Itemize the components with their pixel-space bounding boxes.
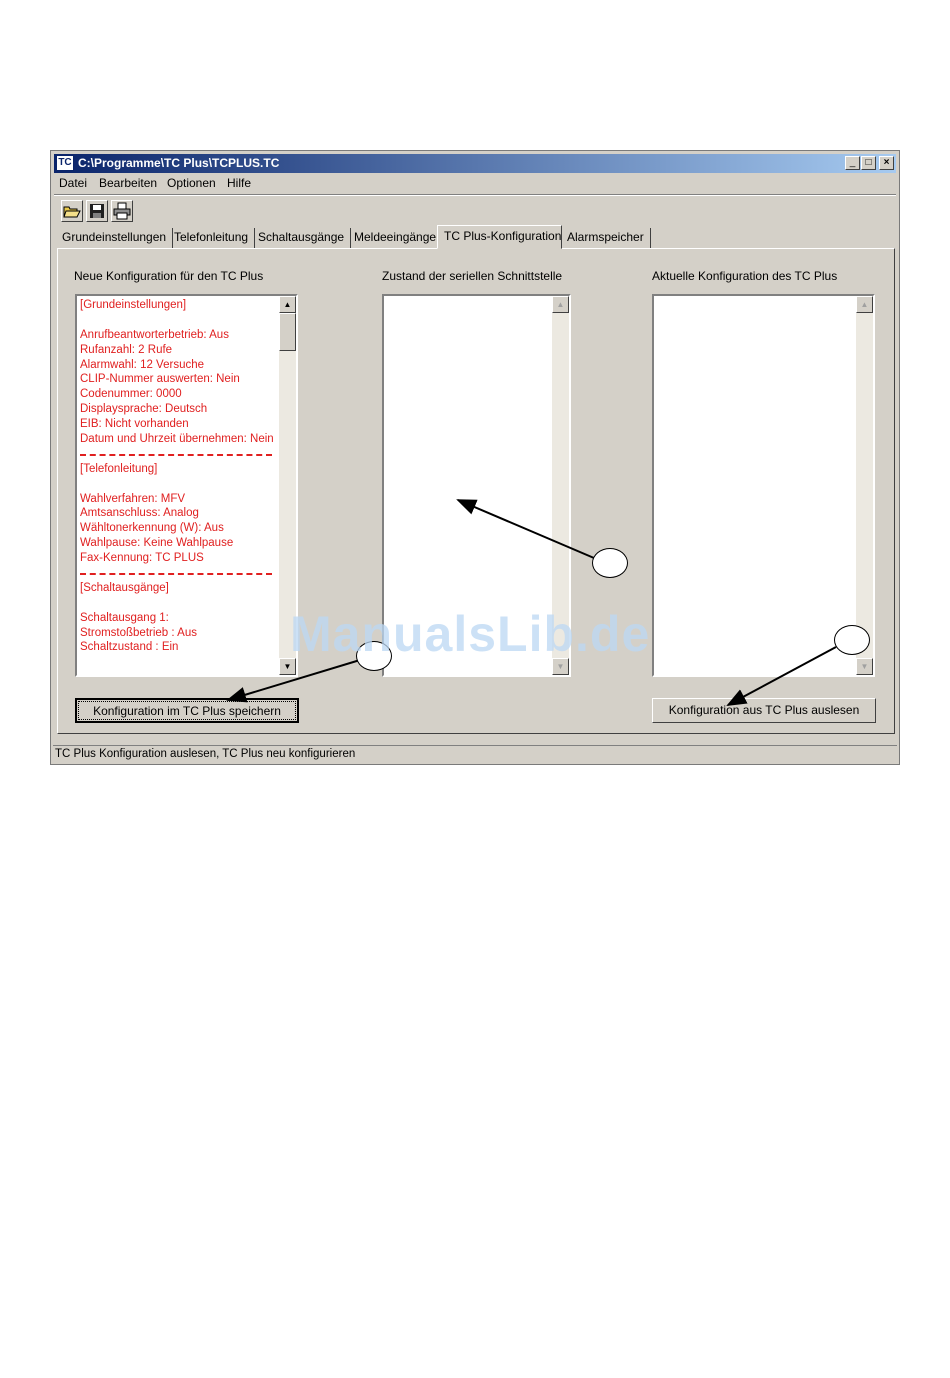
config-line: [Telefonleitung] [80, 462, 158, 475]
callout-circle [834, 625, 870, 655]
menu-datei[interactable]: Datei [59, 176, 88, 190]
config-line: Schaltausgang 1: [80, 611, 169, 624]
window-title: C:\Programme\TC Plus\TCPLUS.TC [78, 156, 280, 170]
tab-schaltausgaenge[interactable]: Schaltausgänge [252, 228, 351, 248]
config-line: Rufanzahl: 2 Rufe [80, 343, 173, 356]
config-line: Stromstoßbetrieb : Aus [80, 626, 197, 639]
arrow-up-icon: ▲ [556, 300, 565, 309]
config-line: [Schaltausgänge] [80, 581, 169, 594]
app-tc-icon: TC [56, 155, 74, 171]
watermark: ManualsLib.de [290, 606, 651, 662]
config-line: Schaltzustand : Ein [80, 641, 179, 654]
save-config-button[interactable]: Konfiguration im TC Plus speichern [75, 698, 299, 723]
maximize-icon: □ [865, 157, 872, 168]
config-line: Alarmwahl: 12 Versuche [80, 358, 205, 371]
tab-grundeinstellungen[interactable]: Grundeinstellungen [56, 228, 173, 248]
config-line: Anrufbeantworterbetrieb: Aus [80, 328, 229, 341]
callout-circle [592, 548, 628, 578]
config-line: Codenummer: 0000 [80, 388, 182, 401]
new-config-label: Neue Konfiguration für den TC Plus [74, 269, 264, 283]
arrow-down-icon: ▼ [283, 662, 292, 671]
tab-telefonleitung[interactable]: Telefonleitung [168, 228, 255, 248]
menu-optionen[interactable]: Optionen [167, 176, 216, 190]
serial-state-label: Zustand der seriellen Schnittstelle [382, 269, 563, 283]
close-icon: × [883, 157, 890, 168]
annotation-arrow [728, 647, 836, 705]
config-line: Displaysprache: Deutsch [80, 403, 208, 416]
config-line: Wähltonerkennung (W): Aus [80, 522, 224, 535]
arrow-down-icon: ▼ [860, 662, 869, 671]
menu-hilfe[interactable]: Hilfe [227, 176, 252, 190]
read-config-button[interactable]: Konfiguration aus TC Plus auslesen [652, 698, 876, 723]
config-line: [Grundeinstellungen] [80, 299, 187, 311]
config-line: Wahlpause: Keine Wahlpause [80, 537, 234, 550]
current-config-label: Aktuelle Konfiguration des TC Plus [652, 269, 838, 283]
annotation-arrow [228, 660, 360, 700]
config-line: Wahlverfahren: MFV [80, 492, 186, 505]
config-line: EIB: Nicht vorhanden [80, 418, 189, 431]
config-line: CLIP-Nummer auswerten: Nein [80, 373, 240, 386]
tab-tc-plus-konfiguration[interactable]: TC Plus-Konfiguration [437, 225, 562, 249]
config-line: Amtsanschluss: Analog [80, 507, 199, 520]
tab-meldeeingaenge[interactable]: Meldeeingänge [348, 228, 443, 248]
arrow-down-icon: ▼ [556, 662, 565, 671]
menu-bearbeiten[interactable]: Bearbeiten [99, 176, 158, 190]
status-bar: TC Plus Konfiguration auslesen, TC Plus neu konfigurieren [53, 745, 897, 764]
arrow-up-icon: ▲ [283, 300, 292, 309]
tab-alarmspeicher[interactable]: Alarmspeicher [561, 228, 651, 248]
config-line: Datum und Uhrzeit übernehmen: Nein [80, 433, 274, 446]
annotation-arrow [458, 500, 594, 558]
arrow-up-icon: ▲ [860, 300, 869, 309]
minimize-icon: _ [849, 157, 856, 168]
config-line: Fax-Kennung: TC PLUS [80, 552, 204, 565]
